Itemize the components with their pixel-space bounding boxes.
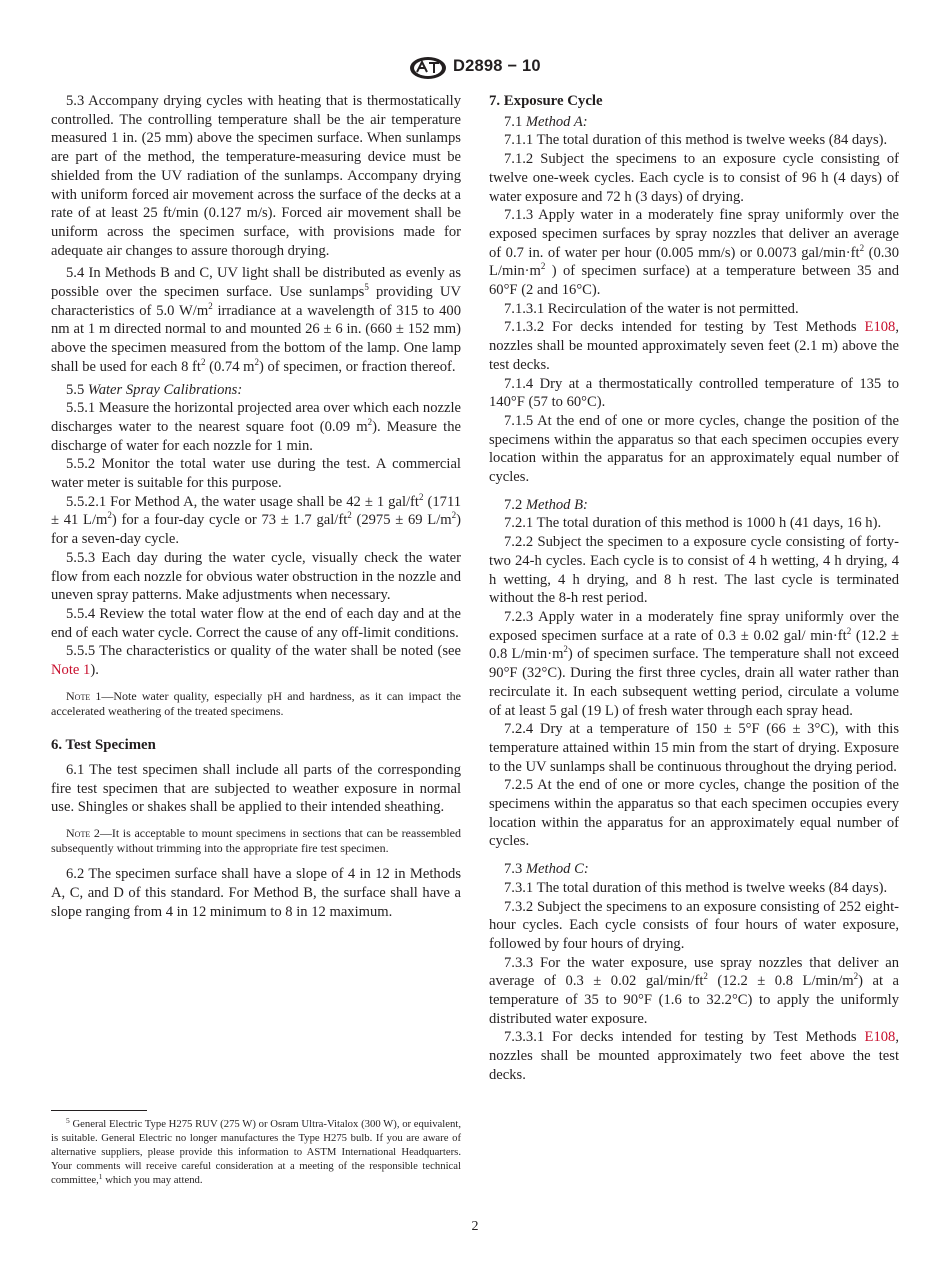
paragraph-7-1-5: 7.1.5 At the end of one or more cycles, change the position of the specimens within the apparatus so that each specimen occupies every location within the apparatus for an approximately equal number of cycles. — [489, 412, 899, 486]
footnote-divider — [51, 1110, 147, 1111]
paragraph-7-1-3-1: 7.1.3.1 Recirculation of the water is not permitted. — [504, 300, 799, 317]
paragraph-7-1-3-2: 7.1.3.2 For decks intended for testing by Test Methods E108, nozzles shall be mounted approximately seven feet (2.1 m) above the test decks. — [489, 319, 899, 373]
paragraph-7-3-3-1: 7.3.3.1 For decks intended for testing by Test Methods E108, nozzles shall be mounted approximately two feet above the test decks. — [489, 1029, 899, 1083]
footnote-5: $^5$ General Electric Type H275 RUV (275 W) or Osram Ultra-Vitalox (300 W), or equivalent, is suitable. General Electric no longer manufactures the Type H275 bulb. If you are aware of alternative suppliers, please provide this information to ASTM International Headquarters. Your comments will receive careful consideration at a meeting of the responsible technical committee,$^1$ which you may attend. — [51, 1116, 461, 1186]
document-designation: D2898 − 10 — [453, 57, 541, 75]
paragraph-7-2-3: 7.2.3 Apply water in a moderately fine spray uniformly over the exposed specimen surface at a rate of 0.3 ± 0.02 gal/ $\min\cdot ft^2$ (12.2 ± 0.8 $L/\min\cdot m^2$) of specimen surface. The temperature shall not exceed 90°F (32°C). During the first three cycles, drain all water rather than recirculate it. In each subsequent wetting period, circulate a volume of at least 5 gal (19 L) of fresh water through each spray head. — [489, 608, 899, 719]
paragraph-5-5-5: 5.5.5 The characteristics or quality of the water shall be noted (see Note 1). — [51, 643, 461, 679]
e108-link[interactable]: E108 — [864, 1029, 896, 1046]
paragraph-6-1: 6.1 The test specimen shall include all parts of the corresponding fire test specimen that are subjected to weather exposure in normal use. Shingles or shakes shall be applied to their intended sheathing. — [51, 761, 461, 816]
e108-link[interactable]: E108 — [864, 319, 896, 336]
paragraph-7-1-3: 7.1.3 Apply water in a moderately fine spray uniformly over the exposed specimen surfaces by spray nozzles that deliver an average of 0.7 in. of water per hour (0.005 mm/s) or 0.0073 gal/$\min\cdot ft^2$ (0.30 $L/\min\cdot m^2$ ) of specimen surface) at a temperature between 35 and 60°F (2 and 16°C). — [489, 207, 899, 299]
paragraph-7-3: 7.3 Method C: — [504, 861, 589, 878]
paragraph-5-5: 5.5 Water Spray Calibrations: — [66, 381, 243, 398]
section-6-heading: 6. Test Specimen — [51, 737, 156, 754]
paragraph-5-5-2: 5.5.2 Monitor the total water use during the test. A commercial water meter is suitable for this purpose. — [51, 456, 461, 492]
paragraph-5-5-2-1: 5.5.2.1 For Method A, the water usage shall be 42 ± 1 gal/$ft^2$ (1711 ± 41 $L/m^2$) for a four-day cycle or 73 ± 1.7 gal/$ft^2$ (2975 ± 69 $L/m^2$) for a seven-day cycle. — [51, 491, 461, 548]
note-1-link[interactable]: Note 1 — [51, 662, 91, 679]
paragraph-7-2-1: 7.2.1 The total duration of this method is 1000 h (41 days, 16 h). — [504, 515, 882, 532]
paragraph-7-1-1: 7.1.1 The total duration of this method is twelve weeks (84 days). — [504, 132, 888, 149]
paragraph-7-2-4: 7.2.4 Dry at a temperature of 150 ± 5°F (66 ± 3°C), with this temperature attained within 15 min from the start of drying. Exposure to the UV sunlamps shall be continuous throughout the drying period. — [489, 721, 899, 775]
paragraph-7-1-2: 7.1.2 Subject the specimens to an exposure cycle consisting of twelve one-week cycles. Each cycle is to consist of 96 h (4 days) of water exposure and 72 h (3 days) of drying. — [489, 151, 899, 205]
paragraph-7-3-1: 7.3.1 The total duration of this method is twelve weeks (84 days). — [504, 879, 888, 896]
paragraph-7-2-5: 7.2.5 At the end of one or more cycles, change the position of the specimens within the apparatus so that each specimen occupies every location within the apparatus for an approximately equal number of cycles. — [489, 777, 899, 850]
page-number: 2 — [471, 1219, 479, 1234]
paragraph-6-2: 6.2 The specimen surface shall have a slope of 4 in 12 in Methods A, C, and D of this standard. For Method B, the surface shall have a slope ranging from 4 in 12 minimum to 8 in 12 maximum. — [51, 866, 461, 920]
left-column — [51, 92, 461, 922]
paragraph-5-3: 5.3 Accompany drying cycles with heating that is thermostatically controlled. The controlling temperature shall be the air temperature measured 1 in. (25 mm) above the specimen surface. When sunlamps are part of the method, the temperature-measuring device must be shielded from the UV radiation of the sunlamps. Accompany drying with uniform forced air movement across the surface of the decks at a rate of at least 25 ft/min (0.127 m/s). Forced air movement shall be uniform across the specimen surface, with provisions made for adequate air changes to assure thorough drying. — [51, 93, 461, 259]
section-7-heading: 7. Exposure Cycle — [489, 93, 603, 109]
paragraph-5-5-3: 5.5.3 Each day during the water cycle, visually check the water flow from each nozzle for obvious water obstruction in the nozzle and uneven spray patterns. Make adjustments when necessary. — [51, 549, 461, 604]
paragraph-7-3-2: 7.3.2 Subject the specimens to an exposure consisting of 252 eight-hour cycles. Each cycle consists of four hours of water exposure, followed by four hours of drying. — [489, 898, 899, 952]
paragraph-7-3-3: 7.3.3 For the water exposure, use spray nozzles that deliver an average of 0.3 ± 0.02 gal/$\min/ft^2$ (12.2 ± 0.8 $L/\min/m^2$) at a temperature of 35 to 90°F (1.6 to 32.2°C) to apply the uniformly distributed water exposure. — [489, 954, 900, 1027]
paragraph-7-2-2: 7.2.2 Subject the specimen to a exposure cycle consisting of forty-two 24-h cycles. Each cycle is to consist of 4 h wetting, 4 h drying, 4 h wetting, 4 h drying, and 8 h rest. The last cycle is terminated without the 8-h rest period. — [489, 534, 899, 607]
note-1: Note 1—Note water quality, especially pH and hardness, as it can impact the accelerated weathering of the treated specimens. — [51, 688, 461, 718]
paragraph-5-5-4: 5.5.4 Review the total water flow at the end of each day and at the end of each water cycle. Correct the cause of any off-limit conditions. — [51, 605, 461, 641]
paragraph-5-5-1: 5.5.1 Measure the horizontal projected area over which each nozzle discharges water to the nearest square foot (0.09 $m^2$). Measure the discharge of water for each nozzle for 1 min. — [51, 400, 461, 454]
paragraph-7-2: 7.2 Method B: — [504, 496, 588, 513]
astm-logo-icon — [408, 56, 448, 80]
page-header — [0, 56, 950, 82]
paragraph-5-4: 5.4 In Methods B and C, UV light shall be distributed as evenly as possible over the specimen surface. Use sunlamps$^5$ providing UV characteristics of 5.0 $W/m^2$ irradiance at a wavelength of 315 to 400 nm at 1 m directed normal to and mounted 26 ± 6 in. (660 ± 152 mm) above the specimen measured from the bottom of the lamp. One lamp shall be used for each 8 $ft^2$ (0.74 $m^2$) of specimen, or fraction thereof. — [51, 265, 461, 375]
right-column — [489, 92, 899, 1085]
paragraph-7-1: 7.1 Method A: — [504, 113, 588, 130]
paragraph-7-1-4: 7.1.4 Dry at a thermostatically controlled temperature of 135 to 140°F (57 to 60°C). — [489, 375, 899, 411]
note-2: Note 2—It is acceptable to mount specimens in sections that can be reassembled subsequently without trimming into the appropriate fire test specimen. — [51, 826, 461, 856]
footnote-ref[interactable]: 5 — [364, 282, 369, 293]
